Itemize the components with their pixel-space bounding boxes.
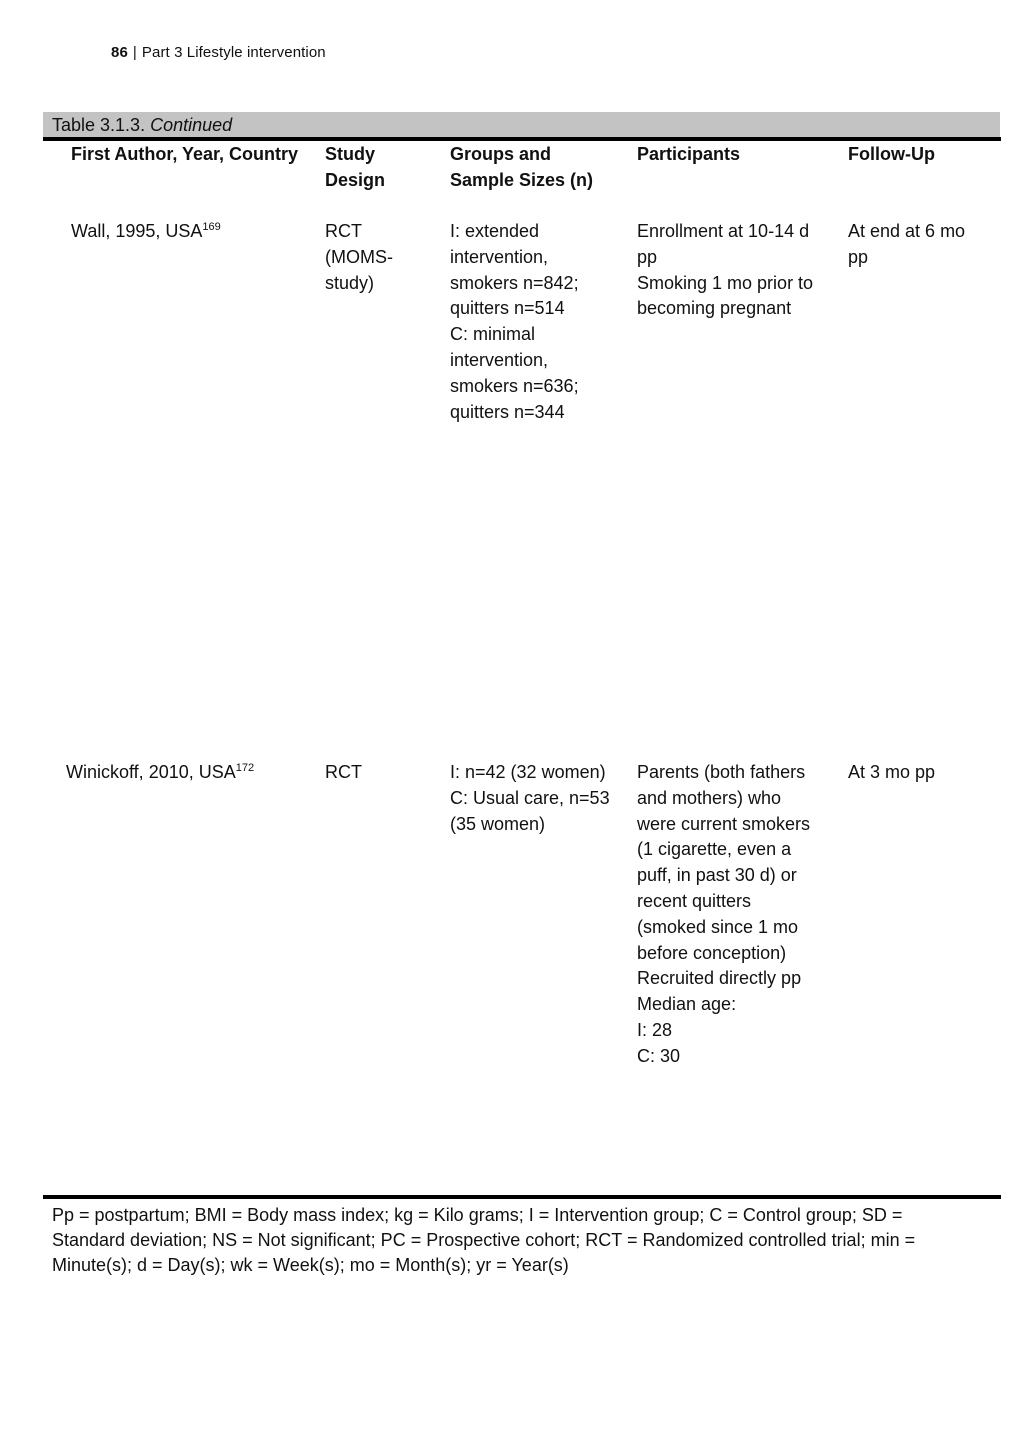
row-2-design [325,760,435,786]
table-footnote [52,1203,997,1278]
row-1-followup [848,219,998,271]
groups-line: smokers n=636; [450,375,579,396]
header-separator: | [132,44,137,61]
column-header-line: Groups and [450,144,552,164]
column-header-followup [848,142,998,168]
groups-line: quitters n=514 [450,298,565,319]
row-2-groups [450,760,630,837]
groups-line: C: Usual care, n=53 [450,787,610,808]
participants-line: pp [637,246,658,267]
column-header-line: Participants [637,144,741,164]
column-header-participants [637,142,837,168]
row-2-author [66,760,311,786]
followup-line: At end at 6 mo [848,221,966,241]
participants-line: I: 28 [637,1019,673,1040]
groups-line: quitters n=344 [450,401,565,422]
groups-line: C: minimal [450,324,536,345]
participants-line: were current smokers [637,813,811,834]
footnote-line: Minute(s); d = Day(s); wk = Week(s); mo = Month(s); yr = Year(s) [52,1255,569,1275]
column-header-line: Design [325,169,386,190]
groups-line: (35 women) [450,813,546,834]
participants-line: (1 cigarette, even a [637,839,792,860]
participants-line: becoming pregnant [637,298,792,319]
participants-line: recent quitters [637,890,752,911]
row-2-followup [848,760,998,786]
participants-line: Enrollment at 10-14 d [637,221,810,241]
groups-line: intervention, [450,246,549,267]
participants-line: (smoked since 1 mo [637,916,799,937]
column-header-author [71,142,316,168]
groups-line: intervention, [450,349,549,370]
followup-line: At 3 mo pp [848,762,936,782]
groups-line: smokers n=842; [450,272,579,293]
section-title: Part 3 Lifestyle intervention [141,44,326,61]
participants-line: Median age: [637,994,737,1015]
column-header-groups [450,142,630,194]
groups-line: I: n=42 (32 women) [450,762,606,782]
design-line: RCT [325,221,362,241]
table-caption [43,112,1000,137]
row-2-participants [637,760,837,1070]
participants-line: and mothers) who [637,787,782,808]
groups-line: I: extended [450,221,540,241]
page-number: 86 [111,44,128,61]
column-header-line: Sample Sizes (n) [450,169,594,190]
table-bottom-rule [43,1195,1001,1199]
row-1-participants [637,219,837,322]
column-header-line: Study [325,144,376,164]
reference-superscript: 169 [202,221,221,233]
table-top-rule [43,137,1001,141]
participants-line: puff, in past 30 d) or [637,865,797,886]
participants-line: Smoking 1 mo prior to [637,272,814,293]
design-line: study) [325,272,375,293]
column-header-design [325,142,435,194]
column-header-line: Follow-Up [848,144,935,164]
reference-superscript: 172 [235,762,255,774]
row-1-design [325,219,435,296]
footnote-line: Standard deviation; NS = Not significant; PC = Prospective cohort; RCT = Randomized controlled trial; min = [52,1230,916,1250]
author-text: Winickoff, 2010, USA [66,762,236,782]
footnote-line: Pp = postpartum; BMI = Body mass index; kg = Kilo grams; I = Intervention group; C = Control group; SD = [52,1205,903,1225]
page-header [111,44,326,61]
table-caption-continued: Continued [150,115,233,135]
author-text: Wall, 1995, USA [71,221,203,241]
participants-line: Parents (both fathers [637,762,806,782]
design-line: (MOMS- [325,246,393,267]
followup-line: pp [848,246,869,267]
participants-line: C: 30 [637,1045,681,1066]
column-header-line: First Author, Year, Country [71,144,299,164]
row-1-groups [450,219,630,425]
participants-line: Recruited directly pp [637,968,802,989]
table-caption-label: Table 3.1.3. [52,115,146,135]
row-1-author [71,219,316,245]
design-line: RCT [325,762,362,782]
participants-line: before conception) [637,942,787,963]
